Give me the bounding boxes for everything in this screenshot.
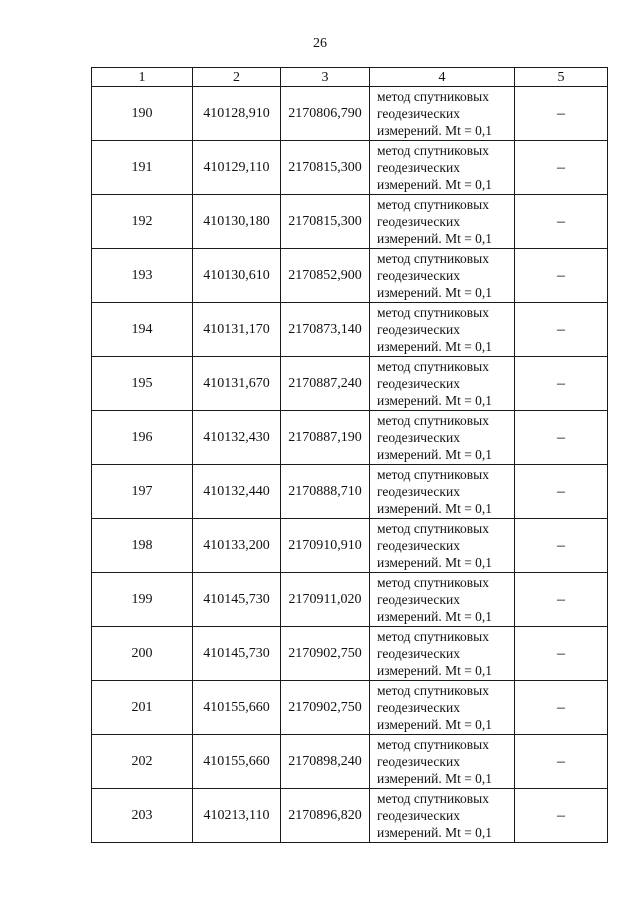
coordinates-table — [91, 67, 608, 843]
note-cell: – — [515, 735, 608, 789]
page-number: 26 — [313, 36, 327, 51]
point-number-cell: 190 — [92, 87, 193, 141]
method-text-line: геодезических — [377, 430, 460, 445]
table-row — [92, 303, 608, 357]
note-cell: – — [515, 195, 608, 249]
point-number-cell: 195 — [92, 357, 193, 411]
note-cell: – — [515, 249, 608, 303]
y-coordinate-cell: 2170888,710 — [281, 465, 370, 519]
method-text-line: измерений. Mt = 0,1 — [377, 393, 493, 408]
x-coordinate-cell: 410132,440 — [193, 465, 281, 519]
method-text-line: измерений. Mt = 0,1 — [377, 609, 493, 624]
note-cell: – — [515, 627, 608, 681]
y-coordinate-cell: 2170852,900 — [281, 249, 370, 303]
note-cell: – — [515, 681, 608, 735]
point-number-cell: 196 — [92, 411, 193, 465]
y-coordinate-cell: 2170815,300 — [281, 141, 370, 195]
method-text-line: измерений. Mt = 0,1 — [377, 663, 493, 678]
table-header — [92, 68, 608, 87]
method-text-line: измерений. Mt = 0,1 — [377, 123, 493, 138]
method-cell — [370, 573, 515, 627]
method-text-line: геодезических — [377, 484, 460, 499]
note-cell: – — [515, 789, 608, 843]
table-row — [92, 627, 608, 681]
header-col-3: 3 — [281, 68, 370, 87]
method-text-line: метод спутниковых — [377, 143, 489, 158]
method-text-line: метод спутниковых — [377, 737, 489, 752]
point-number-cell: 203 — [92, 789, 193, 843]
method-text-line: геодезических — [377, 592, 460, 607]
method-text-line: метод спутниковых — [377, 413, 489, 428]
header-col-4: 4 — [370, 68, 515, 87]
point-number-cell: 198 — [92, 519, 193, 573]
method-text-line: геодезических — [377, 106, 460, 121]
table-row — [92, 681, 608, 735]
note-cell: – — [515, 465, 608, 519]
y-coordinate-cell: 2170887,190 — [281, 411, 370, 465]
method-text-line: геодезических — [377, 700, 460, 715]
y-coordinate-cell: 2170815,300 — [281, 195, 370, 249]
x-coordinate-cell: 410128,910 — [193, 87, 281, 141]
method-text-line: метод спутниковых — [377, 89, 489, 104]
point-number-cell: 202 — [92, 735, 193, 789]
method-text-line: измерений. Mt = 0,1 — [377, 555, 493, 570]
method-text-line: измерений. Mt = 0,1 — [377, 501, 493, 516]
point-number-cell: 199 — [92, 573, 193, 627]
point-number-cell: 193 — [92, 249, 193, 303]
table-row — [92, 573, 608, 627]
table-row — [92, 249, 608, 303]
header-row — [92, 68, 608, 87]
table-body — [92, 87, 608, 843]
method-text-line: метод спутниковых — [377, 467, 489, 482]
x-coordinate-cell: 410213,110 — [193, 789, 281, 843]
point-number-cell: 200 — [92, 627, 193, 681]
y-coordinate-cell: 2170911,020 — [281, 573, 370, 627]
method-text-line: метод спутниковых — [377, 251, 489, 266]
method-text-line: измерений. Mt = 0,1 — [377, 177, 493, 192]
x-coordinate-cell: 410131,670 — [193, 357, 281, 411]
method-cell — [370, 357, 515, 411]
method-text-line: метод спутниковых — [377, 791, 489, 806]
x-coordinate-cell: 410131,170 — [193, 303, 281, 357]
note-cell: – — [515, 411, 608, 465]
table-row — [92, 411, 608, 465]
table-row — [92, 87, 608, 141]
method-text-line: геодезических — [377, 754, 460, 769]
method-text-line: геодезических — [377, 646, 460, 661]
method-text-line: метод спутниковых — [377, 521, 489, 536]
method-text-line: измерений. Mt = 0,1 — [377, 285, 493, 300]
method-cell — [370, 303, 515, 357]
y-coordinate-cell: 2170873,140 — [281, 303, 370, 357]
table-row — [92, 141, 608, 195]
method-text-line: геодезических — [377, 268, 460, 283]
method-cell — [370, 627, 515, 681]
method-text-line: измерений. Mt = 0,1 — [377, 825, 493, 840]
note-cell: – — [515, 303, 608, 357]
method-text-line: измерений. Mt = 0,1 — [377, 231, 493, 246]
method-text-line: метод спутниковых — [377, 197, 489, 212]
method-text-line: метод спутниковых — [377, 629, 489, 644]
table-row — [92, 195, 608, 249]
x-coordinate-cell: 410129,110 — [193, 141, 281, 195]
table-row — [92, 465, 608, 519]
method-text-line: геодезических — [377, 376, 460, 391]
y-coordinate-cell: 2170898,240 — [281, 735, 370, 789]
method-text-line: геодезических — [377, 538, 460, 553]
note-cell: – — [515, 87, 608, 141]
method-cell — [370, 681, 515, 735]
x-coordinate-cell: 410145,730 — [193, 627, 281, 681]
method-cell — [370, 735, 515, 789]
note-cell: – — [515, 141, 608, 195]
method-cell — [370, 519, 515, 573]
method-cell — [370, 465, 515, 519]
method-text-line: измерений. Mt = 0,1 — [377, 447, 493, 462]
y-coordinate-cell: 2170896,820 — [281, 789, 370, 843]
x-coordinate-cell: 410155,660 — [193, 735, 281, 789]
note-cell: – — [515, 573, 608, 627]
point-number-cell: 191 — [92, 141, 193, 195]
point-number-cell: 192 — [92, 195, 193, 249]
method-text-line: метод спутниковых — [377, 305, 489, 320]
method-text-line: геодезических — [377, 808, 460, 823]
header-col-1: 1 — [92, 68, 193, 87]
y-coordinate-cell: 2170902,750 — [281, 627, 370, 681]
x-coordinate-cell: 410133,200 — [193, 519, 281, 573]
method-text-line: геодезических — [377, 160, 460, 175]
method-text-line: метод спутниковых — [377, 683, 489, 698]
y-coordinate-cell: 2170887,240 — [281, 357, 370, 411]
header-col-5: 5 — [515, 68, 608, 87]
x-coordinate-cell: 410130,180 — [193, 195, 281, 249]
y-coordinate-cell: 2170902,750 — [281, 681, 370, 735]
table-row — [92, 789, 608, 843]
method-text-line: измерений. Mt = 0,1 — [377, 339, 493, 354]
table-row — [92, 735, 608, 789]
x-coordinate-cell: 410145,730 — [193, 573, 281, 627]
header-col-2: 2 — [193, 68, 281, 87]
method-cell — [370, 87, 515, 141]
point-number-cell: 197 — [92, 465, 193, 519]
table-row — [92, 519, 608, 573]
method-text-line: геодезических — [377, 214, 460, 229]
x-coordinate-cell: 410155,660 — [193, 681, 281, 735]
table-row — [92, 357, 608, 411]
point-number-cell: 201 — [92, 681, 193, 735]
y-coordinate-cell: 2170910,910 — [281, 519, 370, 573]
note-cell: – — [515, 357, 608, 411]
method-cell — [370, 789, 515, 843]
note-cell: – — [515, 519, 608, 573]
method-text-line: измерений. Mt = 0,1 — [377, 717, 493, 732]
method-text-line: измерений. Mt = 0,1 — [377, 771, 493, 786]
x-coordinate-cell: 410130,610 — [193, 249, 281, 303]
x-coordinate-cell: 410132,430 — [193, 411, 281, 465]
method-cell — [370, 249, 515, 303]
y-coordinate-cell: 2170806,790 — [281, 87, 370, 141]
method-text-line: метод спутниковых — [377, 359, 489, 374]
method-text-line: метод спутниковых — [377, 575, 489, 590]
point-number-cell: 194 — [92, 303, 193, 357]
method-text-line: геодезических — [377, 322, 460, 337]
method-cell — [370, 195, 515, 249]
method-cell — [370, 411, 515, 465]
method-cell — [370, 141, 515, 195]
